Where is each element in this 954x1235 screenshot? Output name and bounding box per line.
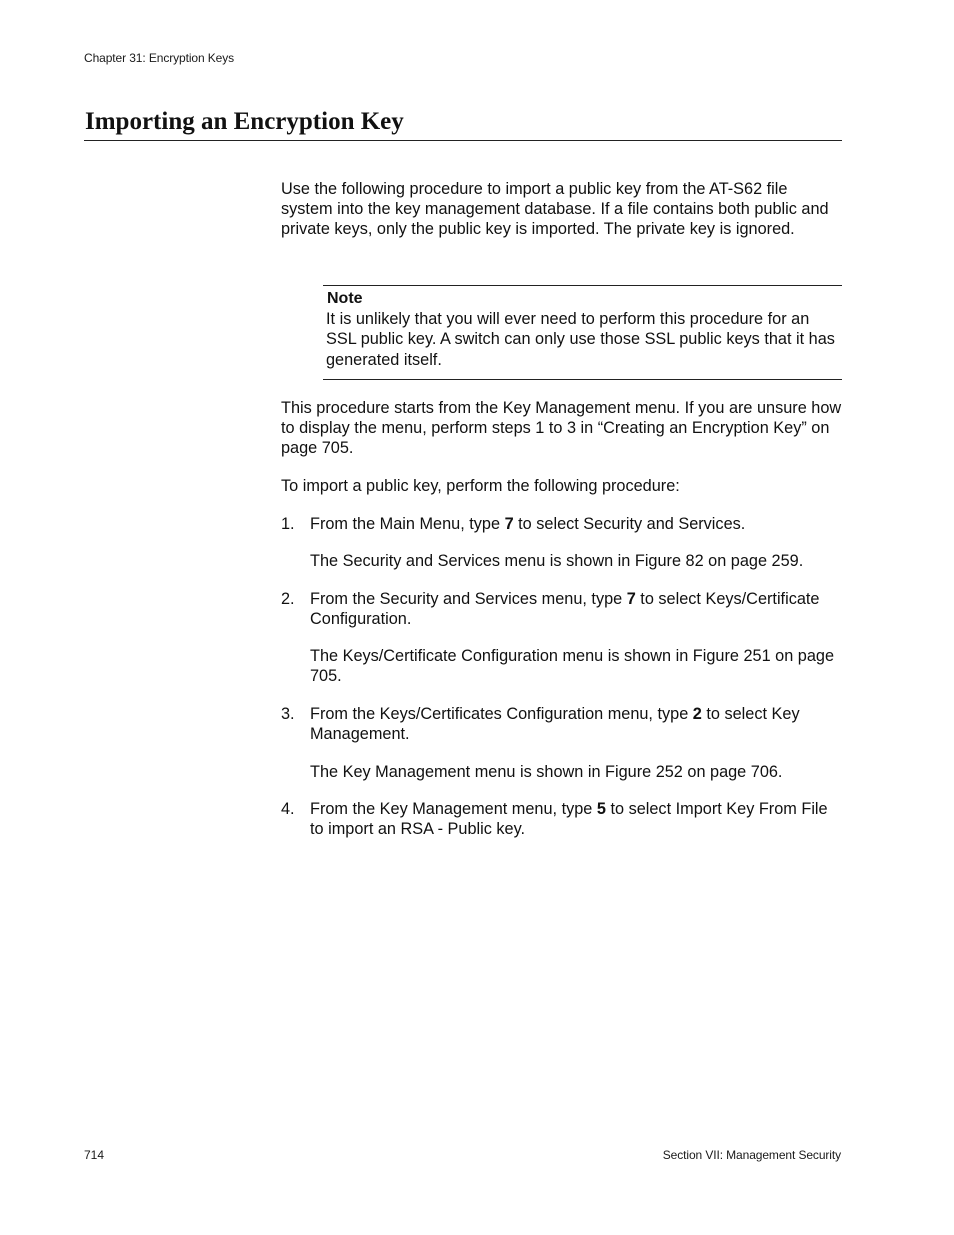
step-text: From the Security and Services menu, type 7 to select Keys/Certificate Configuration. [310,590,820,629]
step-result: The Security and Services menu is shown in Figure 82 on page 259. [310,552,804,570]
step-text: From the Main Menu, type 7 to select Security and Services. [310,515,746,533]
note-box [323,285,842,380]
title-rule [84,140,842,141]
start-paragraph: This procedure starts from the Key Management menu. If you are unsure how to display the menu, perform steps 1 to 3 in “Creating an Encryption Key” on page 705. [281,399,842,458]
footer-page-number: 714 [84,1148,105,1162]
step-text: From the Key Management menu, type 5 to select Import Key From File to import an RSA - Public key. [310,800,828,839]
note-text: It is unlikely that you will ever need to perform this procedure for an SSL public key. A switch can only use those SSL public keys that it has generated itself. [326,310,835,369]
step-key: 5 [596,800,606,818]
step-number: 1. [281,515,295,533]
note-label: Note [327,290,363,307]
procedure-paragraph: To import a public key, perform the following procedure: [281,477,680,495]
step-key: 7 [504,515,514,533]
step-text: From the Keys/Certificates Configuration menu, type 2 to select Key Management. [310,705,800,744]
section-title: Importing an Encryption Key [85,108,404,135]
step-key: 7 [626,590,636,608]
step-number: 3. [281,705,295,723]
step-number: 4. [281,800,295,818]
intro-paragraph: Use the following procedure to import a public key from the AT-S62 file system into the key management database. If a file contains both public and private keys, only the public key is imported. The private key is ignored. [281,180,829,239]
step-result: The Key Management menu is shown in Figure 252 on page 706. [310,763,783,781]
step-result: The Keys/Certificate Configuration menu is shown in Figure 251 on page 705. [310,647,835,686]
footer-section: Section VII: Management Security [662,1148,841,1162]
step-number: 2. [281,590,295,608]
running-header-chapter: Chapter 31: Encryption Keys [84,51,235,65]
step-key: 2 [692,705,702,723]
